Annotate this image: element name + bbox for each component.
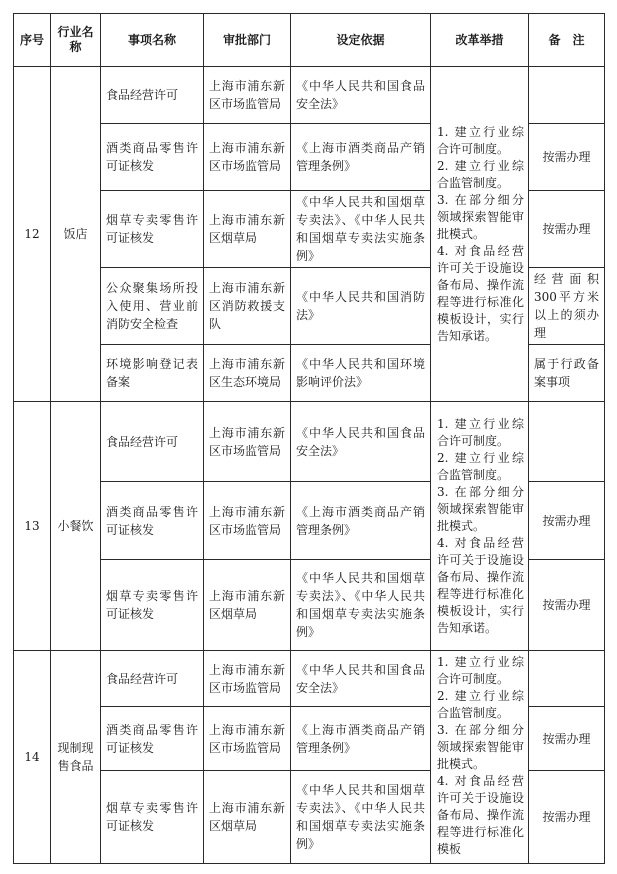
table-row: [14, 651, 605, 707]
approval-items-table: [13, 13, 605, 864]
legal-basis: 《上海市酒类商品产销管理条例》: [291, 707, 431, 771]
item-name: 烟草专卖零售许可证核发: [101, 191, 204, 268]
item-name: 食品经营许可: [101, 67, 204, 124]
header-item: 事项名称: [101, 14, 204, 67]
remark: 按需办理: [529, 191, 605, 268]
remark: 按需办理: [529, 771, 605, 864]
approval-dept: 上海市浦东新区烟草局: [204, 560, 291, 651]
approval-dept: 上海市浦东新区市场监管局: [204, 707, 291, 771]
table-row: [14, 402, 605, 482]
group-number: 14: [14, 651, 51, 864]
approval-dept: 上海市浦东新区市场监管局: [204, 67, 291, 124]
remark: 按需办理: [529, 124, 605, 191]
group-number: 12: [14, 67, 51, 402]
item-name: 烟草专卖零售许可证核发: [101, 560, 204, 651]
table-row: [14, 67, 605, 124]
group-number: 13: [14, 402, 51, 651]
item-name: 酒类商品零售许可证核发: [101, 482, 204, 560]
approval-dept: 上海市浦东新区市场监管局: [204, 651, 291, 707]
remark: [529, 402, 605, 482]
approval-dept: 上海市浦东新区市场监管局: [204, 124, 291, 191]
header-industry: 行业名称: [51, 14, 101, 67]
approval-dept: 上海市浦东新区市场监管局: [204, 482, 291, 560]
legal-basis: 《中华人民共和国烟草专卖法》、《中华人民共和国烟草专卖法实施条例》: [291, 560, 431, 651]
legal-basis: 《上海市酒类商品产销管理条例》: [291, 124, 431, 191]
approval-dept: 上海市浦东新区烟草局: [204, 191, 291, 268]
approval-dept: 上海市浦东新区市场监管局: [204, 402, 291, 482]
item-name: 食品经营许可: [101, 651, 204, 707]
reform-measures: 1. 建立行业综合许可制度。 2. 建立行业综合监管制度。 3. 在部分细分领域探索智能审批模式。 4. 对食品经营许可关于设施设备布局、操作流程等进行标准化模板设计，实行告知承诺。: [431, 402, 529, 651]
header-row: [14, 14, 605, 67]
remark: 属于行政备案事项: [529, 345, 605, 402]
approval-dept: 上海市浦东新区烟草局: [204, 771, 291, 864]
approval-dept: 上海市浦东新区生态环境局: [204, 345, 291, 402]
remark: 按需办理: [529, 707, 605, 771]
remark: 按需办理: [529, 560, 605, 651]
industry-name: 饭店: [51, 67, 101, 402]
legal-basis: 《中华人民共和国烟草专卖法》、《中华人民共和国烟草专卖法实施条例》: [291, 191, 431, 268]
item-name: 酒类商品零售许可证核发: [101, 707, 204, 771]
legal-basis: 《中华人民共和国食品安全法》: [291, 402, 431, 482]
legal-basis: 《中华人民共和国消防法》: [291, 268, 431, 345]
item-name: 公众聚集场所投入使用、营业前消防安全检查: [101, 268, 204, 345]
item-name: 烟草专卖零售许可证核发: [101, 771, 204, 864]
remark: 经营面积300平方米以上的须办理: [529, 268, 605, 345]
remark: 按需办理: [529, 482, 605, 560]
remark: [529, 67, 605, 124]
header-no: 序号: [14, 14, 51, 67]
industry-name: 小餐饮: [51, 402, 101, 651]
industry-name: 现制现售食品: [51, 651, 101, 864]
legal-basis: 《中华人民共和国食品安全法》: [291, 67, 431, 124]
legal-basis: 《中华人民共和国食品安全法》: [291, 651, 431, 707]
reform-measures: 1. 建立行业综合许可制度。 2. 建立行业综合监管制度。 3. 在部分细分领域探索智能审批模式。 4. 对食品经营许可关于设施设备布局、操作流程等进行标准化模板: [431, 651, 529, 864]
remark: [529, 651, 605, 707]
item-name: 酒类商品零售许可证核发: [101, 124, 204, 191]
reform-measures: 1. 建立行业综合许可制度。 2. 建立行业综合监管制度。 3. 在部分细分领域探索智能审批模式。 4. 对食品经营许可关于设施设备布局、操作流程等进行标准化模板设计，实行告知承诺。: [431, 67, 529, 402]
header-dept: 审批部门: [204, 14, 291, 67]
item-name: 环境影响登记表备案: [101, 345, 204, 402]
header-reform: 改革举措: [431, 14, 529, 67]
legal-basis: 《中华人民共和国环境影响评价法》: [291, 345, 431, 402]
header-remark: 备 注: [529, 14, 605, 67]
header-basis: 设定依据: [291, 14, 431, 67]
item-name: 食品经营许可: [101, 402, 204, 482]
legal-basis: 《中华人民共和国烟草专卖法》、《中华人民共和国烟草专卖法实施条例》: [291, 771, 431, 864]
approval-dept: 上海市浦东新区消防救援支队: [204, 268, 291, 345]
legal-basis: 《上海市酒类商品产销管理条例》: [291, 482, 431, 560]
